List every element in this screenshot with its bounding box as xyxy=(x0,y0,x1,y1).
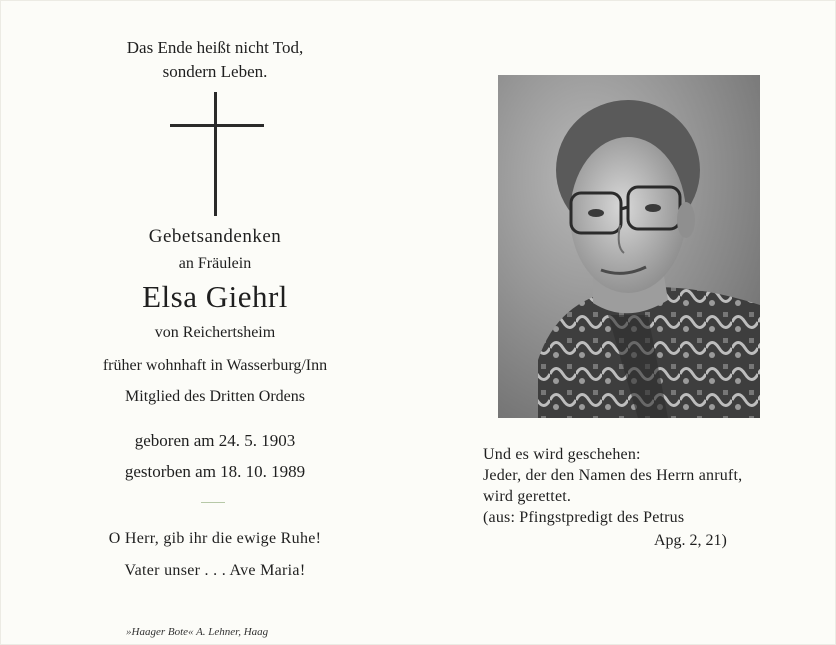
birth-date-line: geboren am 24. 5. 1903 xyxy=(134,431,296,450)
former-residence-line: früher wohnhaft in Wasserburg/Inn xyxy=(102,357,328,374)
death-date-line: gestorben am 18. 10. 1989 xyxy=(124,462,306,481)
motto xyxy=(0,36,430,84)
origin-line: von Reichertsheim xyxy=(154,324,276,341)
quote-line-4: (aus: Pfingstpredigt des Petrus xyxy=(483,509,685,526)
quote-line-1: Und es wird geschehen: xyxy=(483,446,641,463)
motto-line-1: Das Ende heißt nicht Tod, xyxy=(126,38,304,57)
prayer-line-2: Vater unser . . . Ave Maria! xyxy=(124,562,306,579)
printer-imprint: »Haager Bote« A. Lehner, Haag xyxy=(126,626,269,638)
prayer-line-1: O Herr, gib ihr die ewige Ruhe! xyxy=(108,530,322,547)
divider xyxy=(201,502,225,503)
quote-line-2: Jeder, der den Namen des Herrn anruft, xyxy=(483,467,743,484)
card-title: Gebetsandenken xyxy=(148,226,282,247)
scripture-quote xyxy=(483,444,813,528)
scripture-reference: Apg. 2, 21) xyxy=(654,532,727,549)
deceased-name: Elsa Giehrl xyxy=(142,279,288,314)
membership-line: Mitglied des Dritten Ordens xyxy=(125,388,305,405)
motto-line-2: sondern Leben. xyxy=(162,62,268,81)
cross-icon xyxy=(170,92,264,216)
portrait-photo xyxy=(498,75,760,418)
addressee-label: an Fräulein xyxy=(178,255,252,272)
quote-line-3: wird gerettet. xyxy=(483,488,572,505)
